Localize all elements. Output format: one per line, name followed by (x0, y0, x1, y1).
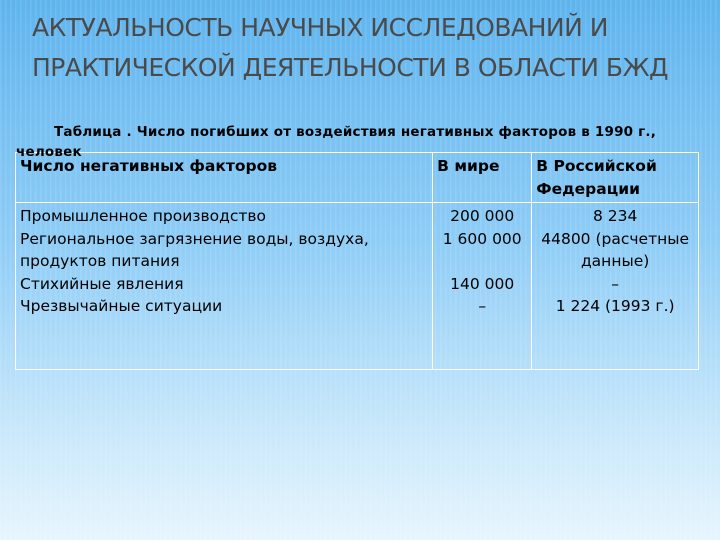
russia-natural: – (611, 274, 619, 293)
world-cell (433, 203, 532, 370)
header-factors: Число негативных факторов (16, 153, 433, 203)
table-row (16, 203, 699, 370)
factor-regional: Региональное загрязнение воды, воздуха, продуктов питания (20, 229, 369, 270)
world-spacer (437, 250, 527, 273)
header-world: В мире (433, 153, 532, 203)
world-natural: 140 000 (450, 274, 515, 293)
russia-industrial: 8 234 (592, 207, 638, 225)
factors-cell (16, 203, 433, 370)
casualties-table (15, 152, 699, 370)
world-emergency: – (478, 297, 487, 315)
world-industrial: 200 000 (450, 207, 515, 225)
slide-title: АКТУАЛЬНОСТЬ НАУЧНЫХ ИССЛЕДОВАНИЙ И ПРАКТИЧЕСКОЙ ДЕЯТЕЛЬНОСТИ В ОБЛАСТИ БЖД (32, 13, 669, 82)
russia-regional: 44800 (расчетные данные) (541, 229, 690, 270)
world-regional: 1 600 000 (442, 229, 522, 248)
russia-emergency: 1 224 (1993 г.) (555, 297, 675, 315)
factor-industrial: Промышленное производство (20, 207, 267, 225)
table-caption: Таблица . Число погибших от воздействия негативных факторов в 1990 г., человек (16, 124, 657, 160)
factor-natural: Стихийные явления (20, 274, 184, 293)
header-russia: В Российской Федерации (532, 153, 699, 203)
russia-cell (532, 203, 699, 370)
factor-emergency: Чрезвычайные ситуации (20, 297, 223, 315)
